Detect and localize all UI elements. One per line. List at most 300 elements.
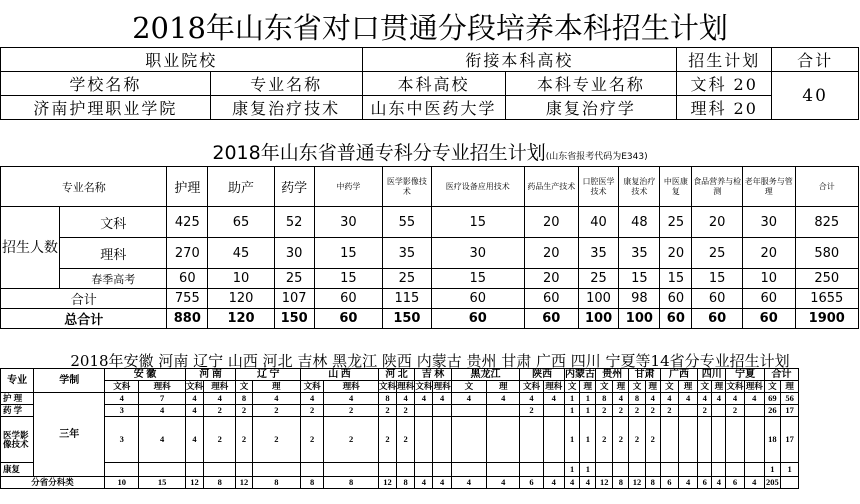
- cell: [520, 417, 543, 463]
- stream-wen: 文: [698, 381, 712, 393]
- stream-li: 理科: [745, 381, 763, 391]
- header-years: 学制: [34, 369, 105, 393]
- cell: [236, 463, 252, 477]
- cell: 40: [578, 207, 619, 238]
- cell: 20: [742, 238, 795, 269]
- cell: [744, 417, 764, 463]
- cell: [678, 463, 697, 477]
- cell: [487, 463, 520, 477]
- cell: 4: [613, 393, 629, 405]
- province-header: 广西: [660, 369, 697, 381]
- major-9: 中医康复: [660, 167, 692, 207]
- cell: 60: [314, 289, 383, 309]
- section2-title: [0, 138, 860, 165]
- cell: 4: [397, 393, 415, 405]
- stream-wen: 文: [596, 381, 613, 393]
- cell: [105, 463, 139, 477]
- province-header: 安 徽: [105, 369, 186, 381]
- cell: 4: [105, 393, 139, 405]
- cell: 100: [578, 289, 619, 309]
- cell: 60: [660, 309, 692, 329]
- cell: 60: [524, 309, 578, 329]
- row-spring: [1, 269, 859, 289]
- cell: 1: [764, 463, 780, 477]
- cell: 20: [524, 269, 578, 289]
- cell: [712, 417, 726, 463]
- cell: 15: [431, 207, 524, 238]
- cell: 2: [301, 405, 324, 417]
- major-5: 医疗设备应用技术: [431, 167, 524, 207]
- cell: 2: [660, 405, 678, 417]
- cell: 35: [383, 238, 431, 269]
- header-umajor: 本科专业名称: [505, 72, 677, 96]
- cell: 4: [185, 393, 203, 405]
- cell: 1: [580, 417, 596, 463]
- cell: [712, 463, 726, 477]
- cell: 1: [781, 463, 799, 477]
- cell: 8: [397, 477, 415, 489]
- province-header: 辽 宁: [236, 369, 301, 381]
- cell: [645, 463, 660, 477]
- stream-li: 理: [487, 381, 520, 393]
- cell: 15: [431, 269, 524, 289]
- cell: 25: [692, 238, 742, 269]
- school-name: 济南护理职业学院: [1, 96, 211, 120]
- section2-title-text: 2018年山东省普通专科分专业招生计划: [212, 142, 546, 164]
- cell: 2: [596, 417, 613, 463]
- cell: 8: [204, 477, 236, 489]
- cell: 2: [236, 417, 252, 463]
- cell: 8: [629, 393, 645, 405]
- cell: 6: [660, 477, 678, 489]
- cell: 60: [431, 309, 524, 329]
- cell: 120: [208, 309, 275, 329]
- cell: 1: [564, 393, 580, 405]
- cell: 60: [692, 309, 742, 329]
- cell: [451, 463, 486, 477]
- row-label: 理科: [60, 238, 167, 269]
- stream-li: 理: [613, 381, 629, 393]
- stream-wen: 文科: [520, 381, 543, 393]
- cell: 12: [236, 477, 252, 489]
- major-11: 老年服务与管理: [742, 167, 795, 207]
- cell: 2: [726, 405, 744, 417]
- cell: 4: [726, 393, 744, 405]
- cell: 2: [324, 417, 379, 463]
- stream-li: 理科: [397, 381, 415, 391]
- cell: 2: [378, 405, 396, 417]
- cell: 2: [645, 405, 660, 417]
- cell: 12: [185, 477, 203, 489]
- stream-wen: 文: [629, 381, 645, 393]
- stream-wen: 文: [764, 381, 780, 393]
- row-total: 825: [795, 207, 858, 238]
- cell: 6: [726, 477, 744, 489]
- cell: 30: [431, 238, 524, 269]
- cell: 2: [397, 405, 415, 417]
- cell: 4: [301, 393, 324, 405]
- cell: 17: [781, 405, 799, 417]
- cell: 55: [383, 207, 431, 238]
- cell: 12: [629, 477, 645, 489]
- cell: 15: [660, 269, 692, 289]
- cell: 2: [520, 405, 543, 417]
- stream-li: 理: [252, 381, 301, 393]
- cell: 15: [619, 269, 660, 289]
- section2-title-note: (山东省报考代码为E343): [545, 152, 648, 162]
- cell: 98: [619, 289, 660, 309]
- header-row-streams: [1, 381, 859, 393]
- province-header: 河 北: [378, 369, 414, 381]
- cell: 18: [764, 417, 780, 463]
- province-header: 内蒙古: [564, 369, 595, 380]
- header-major: 专业: [1, 369, 34, 393]
- cell: 30: [742, 207, 795, 238]
- cell: 2: [378, 417, 396, 463]
- cell: [678, 405, 697, 417]
- province-header: 宁夏: [726, 369, 764, 381]
- cell: [301, 463, 324, 477]
- cell: 15: [314, 269, 383, 289]
- cell: 48: [619, 207, 660, 238]
- cell: [378, 463, 396, 477]
- cell: [252, 463, 301, 477]
- province-sum-row: [1, 477, 859, 489]
- cell: 2: [204, 405, 236, 417]
- cell: [543, 417, 564, 463]
- cell: 4: [645, 393, 660, 405]
- cell: 1: [580, 463, 596, 477]
- stream-wen: 文科: [415, 381, 433, 391]
- cell: 10: [208, 269, 275, 289]
- cell: [451, 405, 486, 417]
- cell: 60: [742, 289, 795, 309]
- cell: 10: [105, 477, 139, 489]
- province-header: 吉 林: [415, 369, 451, 381]
- cell: 2: [252, 417, 301, 463]
- cell: [726, 417, 744, 463]
- group-label: 招生人数: [1, 207, 60, 289]
- row-total: 1655: [795, 289, 858, 309]
- major-8: 康复治疗技术: [619, 167, 660, 207]
- header-total: 合计: [795, 167, 858, 207]
- cell: [698, 417, 712, 463]
- cell: 65: [208, 207, 275, 238]
- row-major: 护 理: [1, 393, 34, 405]
- cell: 8: [301, 477, 324, 489]
- cell: [324, 463, 379, 477]
- cell: [433, 405, 451, 417]
- cell: 1: [564, 417, 580, 463]
- province-plan-table: [0, 368, 859, 489]
- major-6: 药品生产技术: [524, 167, 578, 207]
- row-grand: [1, 309, 859, 329]
- cell: [726, 463, 744, 477]
- cell: 2: [252, 405, 301, 417]
- cell: [543, 463, 564, 477]
- cell: 425: [167, 207, 208, 238]
- cell: 2: [613, 417, 629, 463]
- cell: 20: [524, 238, 578, 269]
- major-name: 康复治疗技术: [210, 96, 362, 120]
- cell: [204, 463, 236, 477]
- cell: 4: [252, 393, 301, 405]
- cell: 20: [660, 238, 692, 269]
- cell: 4: [698, 393, 712, 405]
- cell: 2: [596, 405, 613, 417]
- stream-li: 理科: [204, 381, 236, 393]
- major-3: 中药学: [314, 167, 383, 207]
- cell: 60: [431, 289, 524, 309]
- cell: 25: [660, 207, 692, 238]
- cell: 100: [578, 309, 619, 329]
- cell: 2: [698, 405, 712, 417]
- province-row: [1, 405, 859, 417]
- cell: [487, 405, 520, 417]
- umajor-name: 康复治疗学: [505, 96, 677, 120]
- cell: 6: [520, 477, 543, 489]
- cell: 25: [274, 269, 314, 289]
- cell: 3: [105, 405, 139, 417]
- cell: [415, 463, 433, 477]
- cell: 4: [678, 393, 697, 405]
- stream-wen: 文科: [378, 381, 396, 391]
- cell: [185, 463, 203, 477]
- stream-wen: 文科: [301, 381, 324, 393]
- cell: 4: [139, 405, 185, 417]
- province-header: 黑龙江: [451, 369, 520, 381]
- major-7: 口腔医学技术: [578, 167, 619, 207]
- cell: 2: [301, 417, 324, 463]
- plan-wen: 文科 20: [677, 72, 772, 96]
- cell: 150: [383, 309, 431, 329]
- cell: 4: [543, 393, 564, 405]
- stream-li: 理科: [324, 381, 379, 393]
- cell: 4: [580, 477, 596, 489]
- header-vocational: 职业院校: [1, 48, 363, 72]
- articulation-table: [0, 47, 859, 120]
- stream-li: 理科: [433, 381, 451, 391]
- cell: [660, 463, 678, 477]
- cell: 3: [105, 417, 139, 463]
- cell: 4: [451, 477, 486, 489]
- cell: [660, 417, 678, 463]
- cell: 4: [564, 477, 580, 489]
- row-total: 580: [795, 238, 858, 269]
- cell: 1: [580, 393, 596, 405]
- cell: 8: [596, 393, 613, 405]
- cell: 2: [204, 417, 236, 463]
- cell: [744, 405, 764, 417]
- cell: 2: [397, 417, 415, 463]
- cell: [781, 477, 799, 489]
- province-header: 河 南: [185, 369, 236, 381]
- years-value: 三年: [34, 393, 105, 477]
- cell: 12: [378, 477, 396, 489]
- cell: [397, 463, 415, 477]
- row-li: [1, 238, 859, 269]
- province-row: [1, 463, 859, 477]
- cell: 15: [692, 269, 742, 289]
- cell: 35: [578, 238, 619, 269]
- cell: 60: [660, 289, 692, 309]
- cell: 880: [167, 309, 208, 329]
- cell: 1: [564, 463, 580, 477]
- cell: 4: [415, 393, 433, 405]
- row-total: 250: [795, 269, 858, 289]
- cell: [712, 405, 726, 417]
- cell: 30: [314, 207, 383, 238]
- cell: 4: [433, 477, 451, 489]
- cell: 8: [645, 477, 660, 489]
- stream-li: 理: [645, 381, 660, 393]
- cell: 17: [781, 417, 799, 463]
- cell: 755: [167, 289, 208, 309]
- cell: 12: [596, 477, 613, 489]
- cell: 4: [204, 393, 236, 405]
- cell: 107: [274, 289, 314, 309]
- cell: 60: [167, 269, 208, 289]
- header-plan: 招生计划: [677, 48, 772, 72]
- cell: 2: [324, 405, 379, 417]
- cell: 20: [524, 207, 578, 238]
- cell: [596, 463, 613, 477]
- row-label: 总合计: [1, 309, 167, 329]
- section1-title: 2018年山东省对口贯通分段培养本科招生计划: [132, 11, 728, 45]
- cell: 100: [619, 309, 660, 329]
- cell: 60: [742, 309, 795, 329]
- major-0: 护理: [167, 167, 208, 207]
- section3-title: 2018年安徽 河南 辽宁 山西 河北 吉林 黑龙江 陕西 内蒙古 贵州 甘肃 广西 四川 宁夏等14省分专业招生计划: [70, 352, 790, 370]
- row-major: 药 学: [1, 405, 34, 417]
- cell: 2: [629, 417, 645, 463]
- cell: 4: [185, 405, 203, 417]
- row-label: 春季高考: [60, 269, 167, 289]
- cell: 115: [383, 289, 431, 309]
- cell: 2: [236, 405, 252, 417]
- cell: 10: [742, 269, 795, 289]
- cell: 45: [208, 238, 275, 269]
- cell: [139, 463, 185, 477]
- header-major: 专业名称: [1, 167, 167, 207]
- header-univ: 本科高校: [362, 72, 505, 96]
- cell: [433, 417, 451, 463]
- cell: [451, 417, 486, 463]
- cell: 4: [324, 393, 379, 405]
- cell: 4: [712, 393, 726, 405]
- plan-li: 理科 20: [677, 96, 772, 120]
- cell: 1: [564, 405, 580, 417]
- plan-total: 40: [772, 72, 859, 120]
- cell: 8: [378, 393, 396, 405]
- cell: 270: [167, 238, 208, 269]
- cell: 205: [766, 477, 779, 487]
- row-major: 康复: [1, 463, 34, 477]
- cell: [433, 463, 451, 477]
- cell: [678, 417, 697, 463]
- cell: 8: [252, 477, 301, 489]
- cell: 4: [678, 477, 697, 489]
- cell: 69: [764, 393, 780, 405]
- cell: [487, 417, 520, 463]
- province-row: [1, 393, 859, 405]
- header-major: 专业名称: [210, 72, 362, 96]
- major-10: 食品营养与检测: [692, 167, 742, 207]
- cell: 4: [139, 417, 185, 463]
- stream-wen: 文科: [105, 381, 139, 393]
- cell: [543, 405, 564, 417]
- stream-li: 理: [712, 381, 726, 393]
- header-school: 学校名称: [1, 72, 211, 96]
- specialty-plan-table: [0, 166, 859, 329]
- province-header: 贵州: [596, 369, 629, 381]
- stream-li: 理: [580, 381, 596, 393]
- cell: 4: [415, 477, 433, 489]
- cell: 8: [324, 477, 379, 489]
- cell: [415, 405, 433, 417]
- cell: [698, 463, 712, 477]
- cell: 4: [487, 477, 520, 489]
- cell: 4: [185, 417, 203, 463]
- cell: 25: [578, 269, 619, 289]
- header-total: 合计: [764, 369, 798, 381]
- stream-li: 理科: [139, 381, 185, 393]
- cell: 56: [781, 393, 799, 405]
- stream-wen: 文: [236, 381, 252, 393]
- univ-name: 山东中医药大学: [362, 96, 505, 120]
- cell: 60: [692, 289, 742, 309]
- cell: 4: [520, 393, 543, 405]
- row-label: 文科: [60, 207, 167, 238]
- sum-label: 分省分科类: [1, 477, 105, 489]
- province-row: [1, 417, 859, 463]
- stream-wen: 文: [451, 381, 486, 393]
- cell: 150: [274, 309, 314, 329]
- stream-wen: 文科: [185, 381, 203, 391]
- cell: 2: [629, 405, 645, 417]
- cell: [613, 463, 629, 477]
- province-header: 山 西: [301, 369, 379, 381]
- cell: 25: [383, 269, 431, 289]
- stream-wen: 文: [660, 381, 678, 393]
- stream-wen: 文: [564, 381, 580, 393]
- cell: 30: [274, 238, 314, 269]
- cell: 4: [543, 477, 564, 489]
- cell: 120: [208, 289, 275, 309]
- cell: 2: [645, 417, 660, 463]
- cell: 52: [274, 207, 314, 238]
- province-header: 陕西: [520, 369, 564, 381]
- header-row-provinces: [1, 369, 859, 381]
- major-4: 医学影像技术: [383, 167, 431, 207]
- cell: [520, 463, 543, 477]
- row-sum: [1, 289, 859, 309]
- cell: 1: [580, 405, 596, 417]
- province-header: 四川: [698, 369, 726, 381]
- province-header: 甘肃: [629, 369, 660, 381]
- cell: 35: [619, 238, 660, 269]
- cell: 15: [139, 477, 185, 489]
- header-undergrad: 衔接本科高校: [362, 48, 677, 72]
- cell: 4: [660, 393, 678, 405]
- cell: 60: [314, 309, 383, 329]
- cell: 2: [613, 405, 629, 417]
- cell: 6: [698, 477, 712, 489]
- major-2: 药学: [274, 167, 314, 207]
- cell: 4: [712, 477, 726, 489]
- cell: 4: [744, 477, 764, 489]
- major-1: 助产: [208, 167, 275, 207]
